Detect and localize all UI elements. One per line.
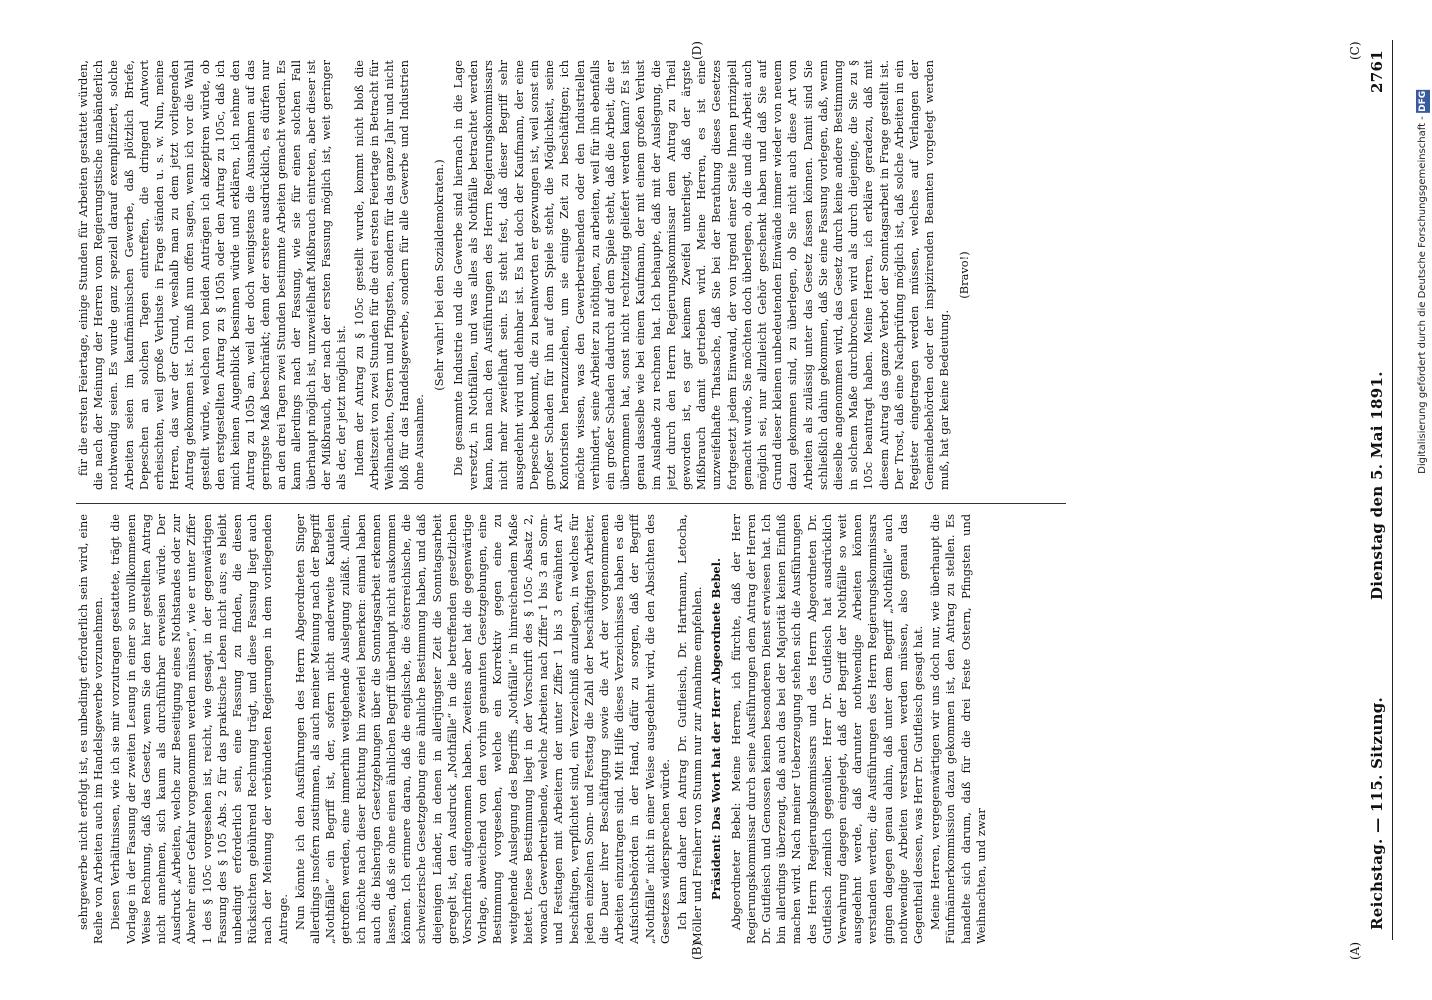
page-number: 2761 — [1368, 50, 1386, 93]
right-para-1: für die ersten Feiertage, einige Stunden für Arbeiten gestattet würden, die nach der Meinung der Herren vom Regierungstische unabänderlich nothwendig seien. Es wurde ganz speziell darauf exemplifiziert, solche Arbeiten seien im kaufmännischen Gewerbe, daß plötzlich Briefe, Depeschen an solchen Tagen eintreffen, die dringend Antwort erheischten, weil große Verluste in Frage ständen u. s. w. Nun, meine Herren, das war der Grund, weshalb man zu dem jetzt vorliegenden Antrag gekommen ist. Ich muß nun offen sagen, wenn ich vor die Wahl gestellt würde, welchen von beiden Anträgen ich akzeptiren würde, ob den erstgestellten Antrag zu § 105h oder den Antrag zu 105c, daß ich mich keinen Augenblick besinnen würde und erklären, ich nehme den Antrag zu 105b an, weil der doch wenigstens die Ausnahmen auf das geringste Maß beschränkt; denn der erstere ausdrücklich, es dürfen nur an den drei Tagen zwei Stunden bestimmte Arbeiten gemacht werden. Es kann allerdings nach der Fassung, wie sie für einen solchen Fall überhaupt möglich ist, unzweifelhaft Mißbrauch eintreten, aber dieser ist der Mißbrauch, der nach der ersten Fassung möglich ist, weit geringer als der, der jetzt möglich ist. — [76, 60, 349, 490]
right-para-2: Indem der Antrag zu § 105c gestellt wurde, kommt nicht bloß die Arbeitszeit von zwei Stunden für die drei ersten Feiertage in Betracht für Weihnachten, Ostern und Pfingsten, sondern für das ganze Jahr und nicht bloß für das Handelsgewerbe, sondern für alle Gewerbe und Industrien ohne Ausnahme. — [351, 60, 427, 490]
digitization-credit — [1417, 90, 1428, 474]
left-para-6: Abgeordneter Bebel: Meine Herren, ich fürchte, daß der Herr Regierungskommissar durch seine Ausführungen dem Antrag der Herren Dr. Gutfleisch und Genossen keinen besonderen Dienst erwiesen hat. Ich bin allerdings überzeugt, daß auch das bei der Majorität keinen Einfluß machen wird. Nach meiner Ueberzeugung stehen sich die Ausführungen des Herrn Regierungskommissars und des Herrn Abgeordneten Dr. Gutfleisch ziemlich gegenüber. Herr Dr. Gutfleisch hat ausdrücklich Verwahrung dagegen eingelegt, daß der Begriff der Nothfälle so weit ausgedehnt werde, daß darunter nothwendige Arbeiten können verstanden werden; die Ausführungen des Herrn Regierungskommissars gingen dagegen genau dahin, daß unter dem Begriff „Nothfälle“ auch nothwendige Arbeiten verstanden werden müssen, also genau das Gegentheil dessen, was Herr Dr. Gutfleisch gesagt hat. — [728, 514, 925, 944]
marker-a: (A) — [1348, 941, 1362, 960]
right-para-4: Die gesammte Industrie und die Gewerbe sind hiernach in die Lage versetzt, in Nothfällen, und was alles als Nothfälle betrachtet werden kann, kann nach den Ausführungen des Herrn Regierungskommissars nicht mehr zweifelhaft sein. Es steht fest, daß dieser Begriff sehr ausgedehnt wird und dehnbar ist. Es hat doch der Kaufmann, der eine Depesche bekommt, die zu beantworten er gezwungen ist, weil sonst ein großer Schaden für ihn auf dem Spiele steht, die Möglichkeit, seine Kontoristen heranzuziehen, um sie einige Zeit zu beschäftigen; ich möchte wissen, was den Gewerbetreibenden oder den Industriellen verhindert, seine Arbeiter zu nöthigen, zu arbeiten, weil für ihn ebenfalls ein großer Schaden dadurch auf dem Spiele steht, daß die Arbeit, die er übernommen hat, sonst nicht rechtzeitig geliefert werden kann? Es ist genau dasselbe wie bei einem Kaufmann, der mit einem großen Verlust im Auslande zu rechnen hat. Ich behaupte, daß mit der Auslegung, die jetzt durch den Herrn Regierungskommissar dem Antrag zu Theil geworden ist, es gar keinem Zweifel unterliegt, daß der ärgste Mißbrauch damit getrieben wird. Meine Herren, es ist eine unzweifelhafte Thatsache, daß Sie bei der Berathung dieses Gesetzes fortgesetzt jedem Einwand, der von irgend einer Seite Ihnen prinzipiell gemacht wurde, Sie möchten doch überlegen, ob die und die Arbeit auch möglich sei, nur allzuleicht Gehör geschenkt haben und daß Sie auf Grund dieser kleinen unbedeutenden Einwände immer wieder von neuem dazu gekommen sind, zu überlegen, ob Sie nicht auch diese Art von Arbeiten als zulässig unter das Gesetz fassen können. Damit sind Sie schließlich dahin gekommen, daß Sie eine Fassung vorlegen, daß, wenn dieselbe angenommen wird, das Gesetz durch keine andere Bestimmung in solchem Maße durchbrochen wird als durch diejenige, die Sie zu § 105c beantragt haben. Meine Herren, ich erkläre geradezu, daß mit diesem Antrag das ganze Verbot der Sonntagsarbeit in Frage gestellt ist. Der Trost, daß eine Nachprüfung möglich ist, daß solche Arbeiten in ein Register eingetragen werden müssen, welches auf Verlangen der Gemeindebehörden oder der inspizirenden Beamten vorgelegt werden muß, hat gar keine Bedeutung. — [450, 60, 952, 490]
applause: (Bravo!) — [956, 251, 971, 299]
left-para-4: Ich kann daher den Antrag Dr. Gutfleisch, Dr. Hartmann, Letocha, Möller und Freiherr von Stumm nur zur Annahme empfehlen. — [674, 514, 705, 944]
header-session: Reichstag. — 115. Sitzung. — [1368, 696, 1386, 930]
marker-c: (C) — [1348, 41, 1362, 60]
president-line: Präsident: Das Wort hat der Herr Abgeordnete Bebel. — [709, 558, 724, 900]
header-date: Dienstag den 5. Mai 1891. — [1368, 371, 1386, 600]
left-column — [76, 514, 1066, 944]
page-header — [1368, 50, 1394, 930]
left-para-2: Diesen Verhältnissen, wie ich sie mir vorzutragen gestattete, trägt die Vorlage in der Fassung der zweiten Lesung in einer so unvollkommenen Weise Rechnung, daß das Gesetz, wenn Sie den hier gestellten Antrag nicht annehmen, sich kaum als durchführbar erweisen würde. Der Ausdruck „Arbeiten, welche zur Beseitigung eines Nothstandes oder zur Abwehr einer Gefahr vorgenommen werden müssen“, wie er unter Ziffer 1 des § 105c vorgesehen ist, reicht, wie gesagt, in der gegenwärtigen Fassung des § 105 Abs. 2 für das praktische Leben nicht aus; es bleibt unbedingt erforderlich sein, eine Fassung zu finden, die diesen Rücksichten gebührend Rechnung trägt, und diese Fassung liegt auch nach der Meinung der verbündeten Regierungen in dem vorliegenden Antrage. — [108, 514, 290, 944]
left-para-3: Nun könnte ich den Ausführungen des Herrn Abgeordneten Singer allerdings insofern zustimmen, als auch meiner Meinung nach der Begriff „Nothfälle“ ein Begriff ist, der, sofern nicht anderweite Kautelen getroffen werden, eine immerhin weitgehende Auslegung zuläßt. Allein, ich möchte nach dieser Richtung hin zweierlei bemerken: einmal haben auch die bisherigen Gesetzgebungen über die Sonntagsarbeit erkennen lassen, daß sie ohne einen ähnlichen Begriff überhaupt nicht auskommen können. Ich erinnere daran, daß die englische, die österreichische, die schweizerische Gesetzgebung eine ähnliche Bestimmung haben, und daß diejenigen Länder, in denen in allerjüngster Zeit die Sonntagsarbeit geregelt ist, den Ausdruck „Nothfälle“ in die betreffenden gesetzlichen Vorschriften aufgenommen haben. Zweitens aber hat die gegenwärtige Vorlage, abweichend von den vorhin genannten Gesetzgebungen, eine Bestimmung vorgesehen, welche ein Korrektiv gegen eine zu weitgehende Auslegung des Begriffs „Nothfälle“ in hinreichendem Maße bietet. Diese Bestimmung liegt in der Vorschrift des § 105c Absatz 2, wonach Gewerbetreibende, welche Arbeiten nach Ziffer 1 bis 3 an Sonn- und Festtagen mit Arbeitern der unter Ziffer 1 bis 3 erwähnten Art beschäftigen, verpflichtet sind, ein Verzeichniß anzulegen, in welches für jeden einzelnen Sonn- und Festtag die Zahl der beschäftigten Arbeiter, die Dauer ihrer Beschäftigung sowie die Art der vorgenommenen Arbeiten einzutragen sind. Mit Hilfe dieses Verzeichnisses haben es die Aufsichtsbehörden in der Hand, dafür zu sorgen, daß der Begriff „Nothfälle“ nicht in einer Weise ausgedehnt wird, die den Absichten des Gesetzes widersprechen würde. — [292, 514, 672, 944]
column-divider — [76, 503, 1066, 504]
right-column — [76, 60, 1066, 490]
left-para-7: Meine Herren, vergegenwärtigen wir uns doch nur, wie überhaupt die Fünfmännerkommission dazu gekommen ist, den Antrag zu stellen. Es handelte sich darum, daß für die drei Feste Ostern, Pfingsten und Weihnachten, und zwar — [928, 514, 988, 944]
marker-d: (D) — [690, 41, 704, 60]
left-para-1: sehrgewerbe nicht erfolgt ist, es unbedingt erforderlich sein wird, eine Reihe von Arbeiten auch im Handelsgewerbe vorzunehmen. — [76, 514, 106, 944]
interjection: (Sehr wahr! bei den Sozialdemokraten.) — [431, 159, 446, 391]
credit-text: Digitalisierung gefördert durch die Deutsche Forschungsgemeinschaft - — [1417, 116, 1428, 474]
marker-b: (B) — [690, 941, 704, 960]
dfg-logo: DFG — [1418, 91, 1428, 113]
two-column-body — [76, 60, 1066, 944]
